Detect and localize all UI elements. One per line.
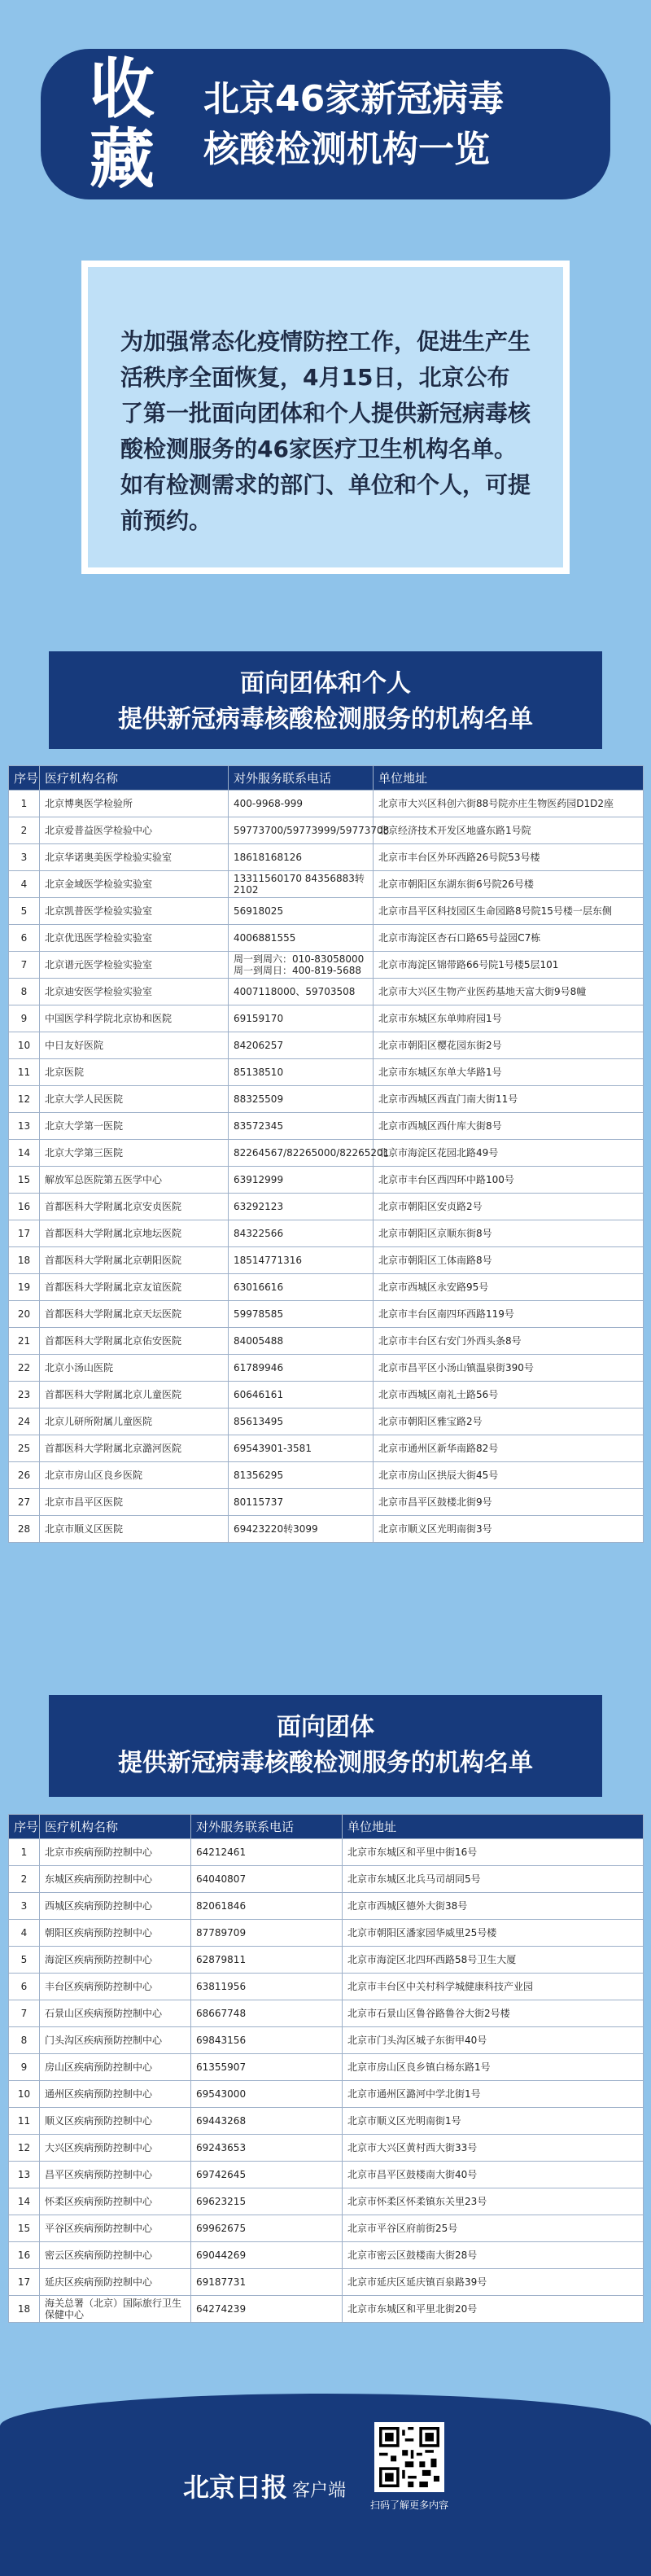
address: 北京市东城区东单帅府园1号 [374, 1005, 644, 1032]
table-row [9, 2054, 644, 2081]
institution-name: 中国医学科学院北京协和医院 [40, 1005, 229, 1032]
address: 北京市朝阳区潘家园华威里25号楼 [343, 1920, 644, 1947]
address: 北京市平谷区府前街25号 [343, 2215, 644, 2242]
address: 北京市延庆区延庆镇百泉路39号 [343, 2269, 644, 2296]
address: 北京市房山区拱辰大街45号 [374, 1462, 644, 1489]
address: 北京市丰台区右安门外西头条8号 [374, 1328, 644, 1355]
row-number: 2 [9, 817, 40, 844]
table-row [9, 2296, 644, 2323]
table-row [9, 1328, 644, 1355]
institution-name: 首都医科大学附属北京佑安医院 [40, 1328, 229, 1355]
section2-title [49, 1695, 602, 1797]
table-row [9, 1516, 644, 1543]
phone-number: 61789946 [229, 1355, 374, 1382]
row-number: 23 [9, 1382, 40, 1408]
address: 北京市大兴区科创六街88号院亦庄生物医药园D1D2座 [374, 791, 644, 817]
table-row [9, 1489, 644, 1516]
row-number: 22 [9, 1355, 40, 1382]
qr-code-icon [379, 2427, 439, 2487]
address: 北京市海淀区锦带路66号院1号楼5层101 [374, 952, 644, 979]
institution-name: 北京市顺义区医院 [40, 1516, 229, 1543]
row-number: 14 [9, 1140, 40, 1167]
table-row [9, 1301, 644, 1328]
phone-number: 69843156 [191, 2027, 343, 2054]
row-number: 11 [9, 2108, 40, 2135]
address: 北京市大兴区黄村西大街33号 [343, 2135, 644, 2162]
address: 北京市门头沟区城子东街甲40号 [343, 2027, 644, 2054]
row-number: 13 [9, 1113, 40, 1140]
institution-name: 首都医科大学附属北京安贞医院 [40, 1194, 229, 1220]
address: 北京市西城区西什库大街8号 [374, 1113, 644, 1140]
table-row [9, 791, 644, 817]
intro-box [81, 261, 570, 574]
column-header: 对外服务联系电话 [191, 1815, 343, 1839]
phone-number: 4006881555 [229, 925, 374, 952]
table-row [9, 1382, 644, 1408]
table-row [9, 1866, 644, 1893]
row-number: 1 [9, 791, 40, 817]
column-header: 医疗机构名称 [40, 1815, 191, 1839]
phone-number: 62879811 [191, 1947, 343, 1974]
table-row [9, 1140, 644, 1167]
table-row [9, 1274, 644, 1301]
address: 北京市西城区西直门南大街11号 [374, 1086, 644, 1113]
section1-title-line2: 提供新冠病毒核酸检测服务的机构名单 [118, 705, 533, 734]
row-number: 20 [9, 1301, 40, 1328]
address: 北京市东城区北兵马司胡同5号 [343, 1866, 644, 1893]
section1-table [8, 765, 644, 1543]
row-number: 17 [9, 2269, 40, 2296]
column-header: 序号 [9, 766, 40, 791]
institution-name: 首都医科大学附属北京潞河医院 [40, 1435, 229, 1462]
phone-number: 85138510 [229, 1059, 374, 1086]
table-row [9, 1059, 644, 1086]
phone-number: 56918025 [229, 898, 374, 925]
phone-number: 69623215 [191, 2188, 343, 2215]
row-number: 18 [9, 2296, 40, 2323]
address: 北京市顺义区光明南街3号 [374, 1516, 644, 1543]
table-row [9, 844, 644, 871]
phone-number: 63292123 [229, 1194, 374, 1220]
phone-number: 69187731 [191, 2269, 343, 2296]
row-number: 12 [9, 2135, 40, 2162]
row-number: 27 [9, 1489, 40, 1516]
institution-name: 北京大学第一医院 [40, 1113, 229, 1140]
table-row [9, 1194, 644, 1220]
table-row [9, 952, 644, 979]
row-number: 25 [9, 1435, 40, 1462]
row-number: 8 [9, 979, 40, 1005]
row-number: 6 [9, 1974, 40, 2000]
row-number: 3 [9, 1893, 40, 1920]
newspaper-logo[interactable] [183, 2467, 346, 2504]
institution-name: 北京大学人民医院 [40, 1086, 229, 1113]
phone-number: 64274239 [191, 2296, 343, 2323]
address: 北京市昌平区鼓楼北街9号 [374, 1489, 644, 1516]
address: 北京市丰台区中关村科学城健康科技产业园 [343, 1974, 644, 2000]
institution-name: 北京优迅医学检验实验室 [40, 925, 229, 952]
section1-title [49, 651, 602, 749]
institution-name: 大兴区疾病预防控制中心 [40, 2135, 191, 2162]
phone-number: 84005488 [229, 1328, 374, 1355]
table-row [9, 2188, 644, 2215]
table-row [9, 1435, 644, 1462]
phone-number: 69423220转3099 [229, 1516, 374, 1543]
phone-number: 68667748 [191, 2000, 343, 2027]
row-number: 7 [9, 952, 40, 979]
institution-name: 石景山区疾病预防控制中心 [40, 2000, 191, 2027]
address: 北京市丰台区西四环中路100号 [374, 1167, 644, 1194]
table-row [9, 1839, 644, 1866]
qr-code[interactable] [374, 2422, 444, 2492]
address: 北京市东城区和平里中街16号 [343, 1839, 644, 1866]
row-number: 10 [9, 1032, 40, 1059]
institution-name: 北京金域医学检验实验室 [40, 871, 229, 898]
phone-number: 周一到周六：010-83058000 周一到周日：400-819-5688 [229, 952, 374, 979]
phone-number: 63912999 [229, 1167, 374, 1194]
address: 北京市通州区新华南路82号 [374, 1435, 644, 1462]
institution-name: 中日友好医院 [40, 1032, 229, 1059]
institution-name: 首都医科大学附属北京天坛医院 [40, 1301, 229, 1328]
address: 北京市通州区潞河中学北街1号 [343, 2081, 644, 2108]
institution-name: 北京市疾病预防控制中心 [40, 1839, 191, 1866]
institution-name: 北京爱普益医学检验中心 [40, 817, 229, 844]
table-row [9, 1974, 644, 2000]
institution-name: 怀柔区疾病预防控制中心 [40, 2188, 191, 2215]
table-row [9, 1408, 644, 1435]
table-row [9, 871, 644, 898]
address: 北京市密云区鼓楼南大街28号 [343, 2242, 644, 2269]
institution-name: 解放军总医院第五医学中心 [40, 1167, 229, 1194]
institution-name: 首都医科大学附属北京友谊医院 [40, 1274, 229, 1301]
table-row [9, 1005, 644, 1032]
institution-name: 首都医科大学附属北京儿童医院 [40, 1382, 229, 1408]
page-title [203, 74, 504, 175]
logo-suffix: 客户端 [292, 2481, 347, 2501]
institution-name: 北京大学第三医院 [40, 1140, 229, 1167]
phone-number: 13311560170 84356883转2102 [229, 871, 374, 898]
address: 北京市昌平区鼓楼南大街40号 [343, 2162, 644, 2188]
phone-number: 18618168126 [229, 844, 374, 871]
table-row [9, 1947, 644, 1974]
row-number: 7 [9, 2000, 40, 2027]
column-header: 单位地址 [374, 766, 644, 791]
row-number: 9 [9, 1005, 40, 1032]
institution-name: 东城区疾病预防控制中心 [40, 1866, 191, 1893]
table-row [9, 2242, 644, 2269]
address: 北京市顺义区光明南街1号 [343, 2108, 644, 2135]
column-header: 对外服务联系电话 [229, 766, 374, 791]
address: 北京市西城区德外大街38号 [343, 1893, 644, 1920]
table-row [9, 2269, 644, 2296]
address: 北京市海淀区北四环西路58号卫生大厦 [343, 1947, 644, 1974]
institution-name: 密云区疾病预防控制中心 [40, 2242, 191, 2269]
institution-name: 海关总署（北京）国际旅行卫生保健中心 [40, 2296, 191, 2323]
row-number: 26 [9, 1462, 40, 1489]
phone-number: 82061846 [191, 1893, 343, 1920]
row-number: 2 [9, 1866, 40, 1893]
phone-number: 69159170 [229, 1005, 374, 1032]
phone-number: 64212461 [191, 1839, 343, 1866]
phone-number: 83572345 [229, 1113, 374, 1140]
table-row [9, 2108, 644, 2135]
institution-name: 朝阳区疾病预防控制中心 [40, 1920, 191, 1947]
phone-number: 63811956 [191, 1974, 343, 2000]
phone-number: 69742645 [191, 2162, 343, 2188]
intro-text: 为加强常态化疫情防控工作，促进生产生活秩序全面恢复，4月15日，北京公布了第一批面向团体和个人提供新冠病毒核酸检测服务的46家医疗卫生机构名单。如有检测需求的部门、单位和个人，可提前预约。 [120, 328, 531, 534]
phone-number: 69962675 [191, 2215, 343, 2242]
address: 北京市西城区永安路95号 [374, 1274, 644, 1301]
table-row [9, 1920, 644, 1947]
institution-name: 昌平区疾病预防控制中心 [40, 2162, 191, 2188]
table-row [9, 1462, 644, 1489]
institution-name: 西城区疾病预防控制中心 [40, 1893, 191, 1920]
phone-number: 60646161 [229, 1382, 374, 1408]
institution-name: 顺义区疾病预防控制中心 [40, 2108, 191, 2135]
row-number: 9 [9, 2054, 40, 2081]
institution-name: 北京医院 [40, 1059, 229, 1086]
row-number: 24 [9, 1408, 40, 1435]
address: 北京市朝阳区樱花园东街2号 [374, 1032, 644, 1059]
institution-name: 门头沟区疾病预防控制中心 [40, 2027, 191, 2054]
address: 北京市东城区东单大华路1号 [374, 1059, 644, 1086]
phone-number: 80115737 [229, 1489, 374, 1516]
table-row [9, 1167, 644, 1194]
table-row [9, 979, 644, 1005]
title-line-1: 北京46家新冠病毒 [203, 77, 505, 120]
institution-name: 房山区疾病预防控制中心 [40, 2054, 191, 2081]
address: 北京市房山区良乡镇白杨东路1号 [343, 2054, 644, 2081]
institution-name: 通州区疾病预防控制中心 [40, 2081, 191, 2108]
address: 北京市朝阳区京顺东街8号 [374, 1220, 644, 1247]
address: 北京市朝阳区东湖东街6号院26号楼 [374, 871, 644, 898]
qr-caption: 扫码了解更多内容 [370, 2499, 449, 2511]
row-number: 5 [9, 898, 40, 925]
phone-number: 69044269 [191, 2242, 343, 2269]
column-header: 医疗机构名称 [40, 766, 229, 791]
address: 北京市朝阳区工体南路8号 [374, 1247, 644, 1274]
address: 北京市东城区和平里北街20号 [343, 2296, 644, 2323]
table-row [9, 1032, 644, 1059]
phone-number: 69543000 [191, 2081, 343, 2108]
table-row [9, 898, 644, 925]
table-row [9, 2162, 644, 2188]
phone-number: 59978585 [229, 1301, 374, 1328]
phone-number: 81356295 [229, 1462, 374, 1489]
institution-name: 北京迪安医学检验实验室 [40, 979, 229, 1005]
phone-number: 63016616 [229, 1274, 374, 1301]
row-number: 4 [9, 871, 40, 898]
table-row [9, 1113, 644, 1140]
institution-name: 延庆区疾病预防控制中心 [40, 2269, 191, 2296]
address: 北京市朝阳区安贞路2号 [374, 1194, 644, 1220]
row-number: 19 [9, 1274, 40, 1301]
section2-title-line1: 面向团体 [277, 1713, 374, 1741]
table-row [9, 1893, 644, 1920]
phone-number: 64040807 [191, 1866, 343, 1893]
column-header: 单位地址 [343, 1815, 644, 1839]
address: 北京市丰台区南四环西路119号 [374, 1301, 644, 1328]
institution-name: 北京凯普医学检验实验室 [40, 898, 229, 925]
table-row [9, 1220, 644, 1247]
institution-name: 海淀区疾病预防控制中心 [40, 1947, 191, 1974]
phone-number: 69443268 [191, 2108, 343, 2135]
row-number: 21 [9, 1328, 40, 1355]
table-row [9, 1086, 644, 1113]
phone-number: 82264567/82265000/82265201 [229, 1140, 374, 1167]
phone-number: 18514771316 [229, 1247, 374, 1274]
row-number: 13 [9, 2162, 40, 2188]
address: 北京市大兴区生物产业医药基地天富大街9号8幢 [374, 979, 644, 1005]
row-number: 10 [9, 2081, 40, 2108]
phone-number: 84322566 [229, 1220, 374, 1247]
table-row [9, 2027, 644, 2054]
institution-name: 北京市昌平区医院 [40, 1489, 229, 1516]
table-row [9, 2081, 644, 2108]
phone-number: 61355907 [191, 2054, 343, 2081]
section2-title-line2: 提供新冠病毒核酸检测服务的机构名单 [118, 1749, 533, 1777]
phone-number: 4007118000、59703508 [229, 979, 374, 1005]
logo-text: 北京日报 [183, 2472, 288, 2503]
table-row [9, 925, 644, 952]
table-row [9, 1247, 644, 1274]
institution-name: 北京博奥医学检验所 [40, 791, 229, 817]
institution-name: 北京华诺奥美医学检验实验室 [40, 844, 229, 871]
address: 北京经济技术开发区地盛东路1号院 [374, 817, 644, 844]
row-number: 28 [9, 1516, 40, 1543]
row-number: 17 [9, 1220, 40, 1247]
row-number: 4 [9, 1920, 40, 1947]
table-row [9, 1355, 644, 1382]
address: 北京市丰台区外环西路26号院53号楼 [374, 844, 644, 871]
address: 北京市昌平区小汤山镇温泉街390号 [374, 1355, 644, 1382]
address: 北京市怀柔区怀柔镇东关里23号 [343, 2188, 644, 2215]
row-number: 15 [9, 2215, 40, 2242]
institution-name: 丰台区疾病预防控制中心 [40, 1974, 191, 2000]
table-row [9, 2000, 644, 2027]
phone-number: 69243653 [191, 2135, 343, 2162]
row-number: 6 [9, 925, 40, 952]
phone-number: 87789709 [191, 1920, 343, 1947]
row-number: 16 [9, 2242, 40, 2269]
institution-name: 首都医科大学附属北京朝阳医院 [40, 1247, 229, 1274]
row-number: 11 [9, 1059, 40, 1086]
address: 北京市海淀区花园北路49号 [374, 1140, 644, 1167]
institution-name: 平谷区疾病预防控制中心 [40, 2215, 191, 2242]
phone-number: 69543901-3581 [229, 1435, 374, 1462]
address: 北京市石景山区鲁谷路鲁谷大街2号楼 [343, 2000, 644, 2027]
phone-number: 59773700/59773999/59773708 [229, 817, 374, 844]
address: 北京市朝阳区雅宝路2号 [374, 1408, 644, 1435]
footer [0, 2394, 651, 2576]
table-row [9, 2215, 644, 2242]
row-number: 3 [9, 844, 40, 871]
section2-table [8, 1814, 644, 2323]
row-number: 16 [9, 1194, 40, 1220]
institution-name: 北京市房山区良乡医院 [40, 1462, 229, 1489]
header-banner [41, 49, 610, 199]
title-line-2: 核酸检测机构一览 [203, 128, 490, 170]
row-number: 18 [9, 1247, 40, 1274]
collect-badge: 收藏 [90, 50, 155, 197]
row-number: 14 [9, 2188, 40, 2215]
table-row [9, 2135, 644, 2162]
row-number: 12 [9, 1086, 40, 1113]
institution-name: 北京儿研所附属儿童医院 [40, 1408, 229, 1435]
address: 北京市海淀区杏石口路65号益园C7栋 [374, 925, 644, 952]
row-number: 8 [9, 2027, 40, 2054]
institution-name: 首都医科大学附属北京地坛医院 [40, 1220, 229, 1247]
column-header: 序号 [9, 1815, 40, 1839]
phone-number: 84206257 [229, 1032, 374, 1059]
institution-name: 北京谱元医学检验实验室 [40, 952, 229, 979]
phone-number: 400-9968-999 [229, 791, 374, 817]
institution-name: 北京小汤山医院 [40, 1355, 229, 1382]
table-row [9, 817, 644, 844]
address: 北京市昌平区科技园区生命园路8号院15号楼一层东侧 [374, 898, 644, 925]
section1-title-line1: 面向团体和个人 [240, 669, 411, 698]
phone-number: 88325509 [229, 1086, 374, 1113]
row-number: 5 [9, 1947, 40, 1974]
phone-number: 85613495 [229, 1408, 374, 1435]
row-number: 15 [9, 1167, 40, 1194]
address: 北京市西城区南礼士路56号 [374, 1382, 644, 1408]
row-number: 1 [9, 1839, 40, 1866]
